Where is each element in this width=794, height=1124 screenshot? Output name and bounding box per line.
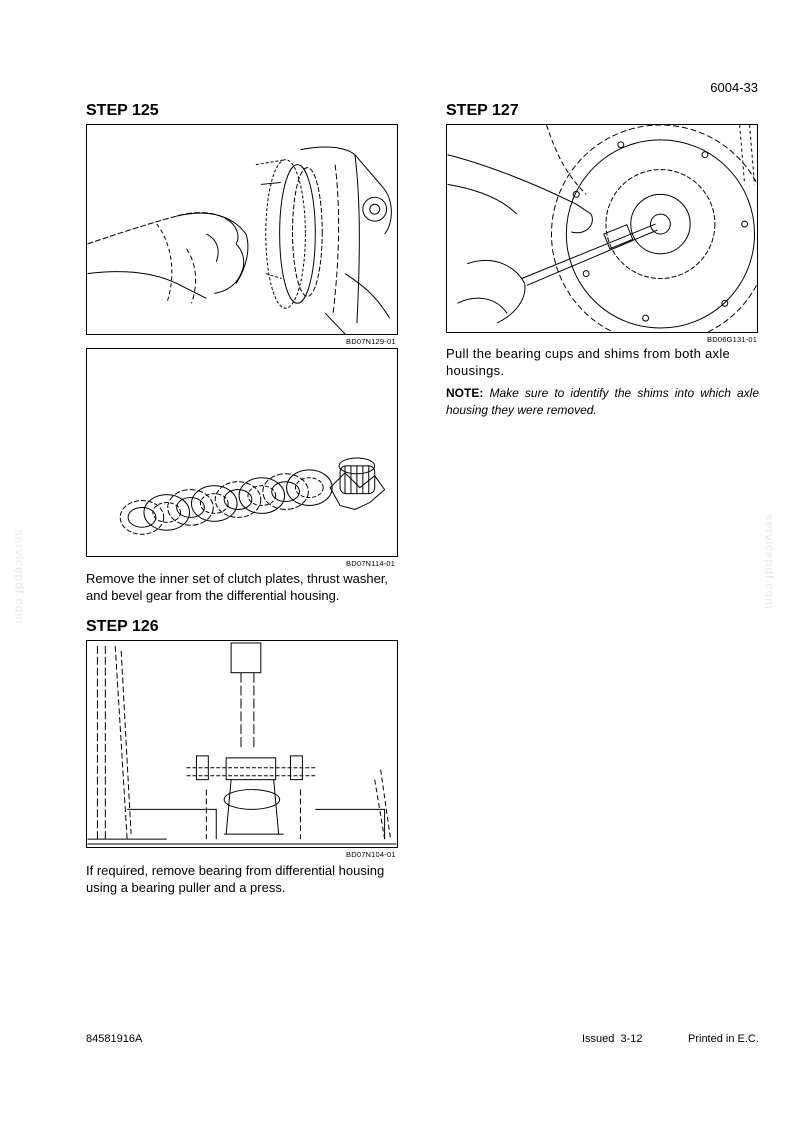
note-label: NOTE: (446, 386, 484, 400)
puller-on-axle-housing-illustration (447, 125, 757, 332)
step-127-figure-axle-housing (446, 124, 758, 333)
page-number: 6004-33 (710, 80, 758, 95)
step-127-title: STEP 127 (446, 102, 519, 119)
step-127-note (446, 385, 759, 419)
step-125-figure2-code: BD07N114-01 (346, 559, 396, 568)
step-126-caption: If required, remove bearing from differential housing using a bearing puller and a press. (86, 863, 385, 895)
step-127-caption: Pull the bearing cups and shims from both axle housings. (446, 346, 731, 378)
step-127-figure-code: BD06G131-01 (707, 335, 758, 344)
watermark-left: servicepdf.com (12, 529, 27, 625)
watermark-right: servicepdf.com (762, 514, 777, 610)
step-125-caption: Remove the inner set of clutch plates, thrust washer, and bevel gear from the differential housing. (86, 571, 389, 603)
step-125-figure-clutch-plates (86, 348, 398, 557)
step-125-figure1-code: BD07N129-01 (346, 337, 396, 346)
step-125-figure-hand-clutch (86, 124, 398, 335)
hand-removing-plates-illustration (87, 125, 397, 334)
step-126-title: STEP 126 (86, 618, 159, 635)
bearing-puller-press-illustration (87, 641, 397, 847)
footer-printed: Printed in E.C. (688, 1033, 759, 1045)
step-126-figure-press (86, 640, 398, 848)
step-126-figure-code: BD07N104-01 (346, 850, 396, 859)
footer-issued: Issued 3-12 (582, 1033, 643, 1045)
clutch-plates-and-bevel-gear-illustration (87, 349, 397, 556)
footer-part-number: 84581916A (86, 1033, 143, 1045)
note-body: Make sure to identify the shims into which axle housing they were removed. (446, 386, 759, 417)
step-125-title: STEP 125 (86, 102, 159, 119)
